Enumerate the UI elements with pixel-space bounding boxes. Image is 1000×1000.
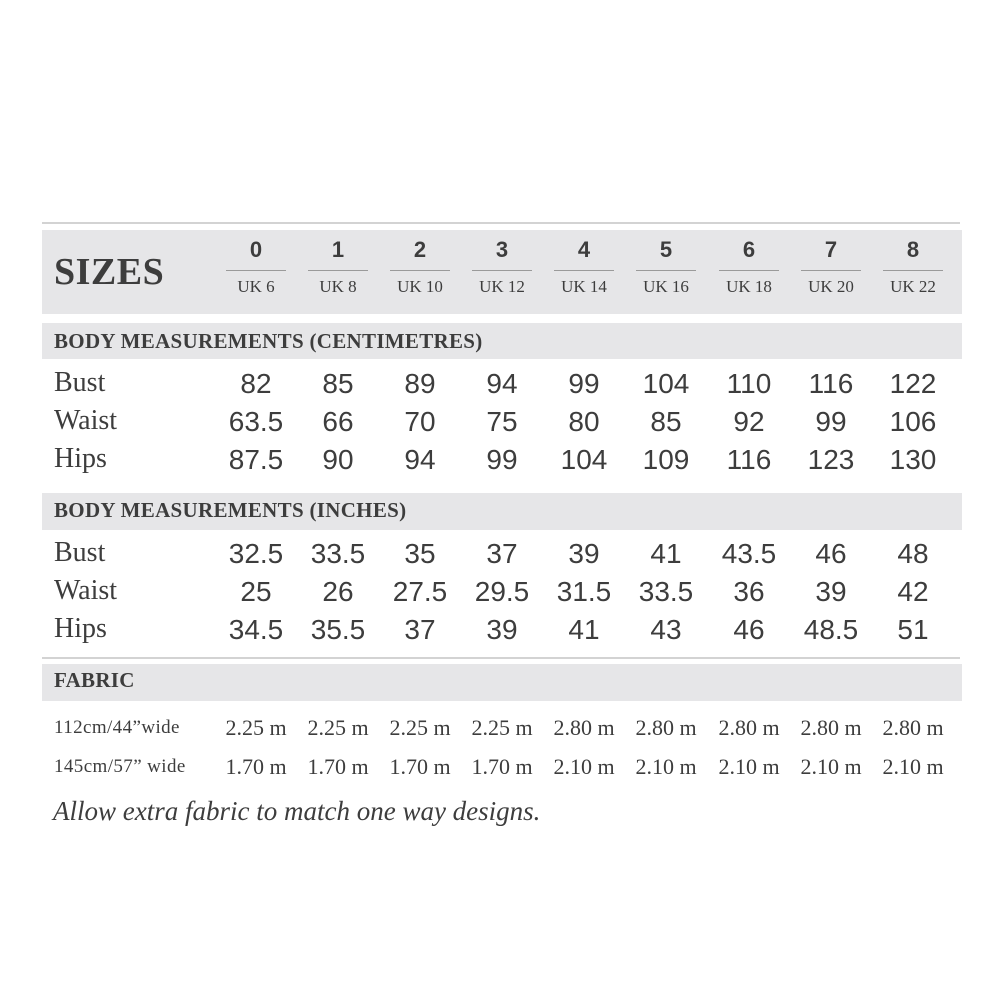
in-row-cell: 46 xyxy=(815,538,847,569)
cm-row-cell: 122 xyxy=(889,368,937,399)
cm-row-cell: 66 xyxy=(322,406,354,437)
in-row-cell: 33.5 xyxy=(310,538,366,569)
in-row-cell: 37 xyxy=(486,538,518,569)
size-divider xyxy=(226,270,286,271)
size-uk: UK 20 xyxy=(808,277,854,296)
size-uk: UK 16 xyxy=(643,277,689,296)
in-row-cell: 41 xyxy=(650,538,682,569)
in-row-cell: 36 xyxy=(733,576,765,607)
size-divider xyxy=(883,270,943,271)
cm-section-title: BODY MEASUREMENTS (CENTIMETRES) xyxy=(54,329,483,353)
fabric-row-cell: 2.10 m xyxy=(718,754,780,779)
in-row-cell: 32.5 xyxy=(228,538,284,569)
cm-row-cell: 87.5 xyxy=(228,444,284,475)
cm-row-cell: 104 xyxy=(560,444,608,475)
fabric-row-cell: 2.10 m xyxy=(553,754,615,779)
size-column-8 xyxy=(878,237,948,297)
size-divider xyxy=(554,270,614,271)
in-row-cell: 48.5 xyxy=(803,614,859,645)
in-row-cell: 43 xyxy=(650,614,682,645)
size-column-7 xyxy=(796,237,866,297)
size-divider xyxy=(472,270,532,271)
fabric-row-cell: 2.80 m xyxy=(718,715,780,740)
size-column-6 xyxy=(714,237,784,297)
cm-row-cell: 63.5 xyxy=(228,406,284,437)
cm-row-cell: 116 xyxy=(808,368,854,399)
inches-section-title: BODY MEASUREMENTS (INCHES) xyxy=(54,498,407,522)
in-row-cell: 41 xyxy=(568,614,600,645)
fabric-row-cell: 1.70 m xyxy=(225,754,287,779)
size-column-4 xyxy=(549,237,619,297)
size-divider xyxy=(308,270,368,271)
size-column-1 xyxy=(303,237,373,297)
cm-row-cell: 130 xyxy=(889,444,937,475)
in-row-cell: 31.5 xyxy=(556,576,612,607)
size-divider xyxy=(636,270,696,271)
size-divider xyxy=(719,270,779,271)
in-row-cell: 37 xyxy=(404,614,436,645)
cm-row-cell: 80 xyxy=(568,406,600,437)
in-row-label-0: Bust xyxy=(54,537,106,568)
cm-row-cell: 85 xyxy=(650,406,682,437)
cm-row-cell: 70 xyxy=(404,406,436,437)
fabric-rule xyxy=(42,657,960,659)
size-uk: UK 8 xyxy=(319,277,357,296)
size-number: 2 xyxy=(413,237,427,262)
in-row-cell: 39 xyxy=(568,538,600,569)
fabric-note: Allow extra fabric to match one way designs. xyxy=(53,796,541,826)
fabric-row-cell: 2.10 m xyxy=(635,754,697,779)
size-number: 3 xyxy=(495,237,509,262)
cm-row-cell: 99 xyxy=(486,444,518,475)
top-rule xyxy=(42,222,960,224)
cm-row-cell: 90 xyxy=(322,444,354,475)
fabric-row-cell: 2.80 m xyxy=(635,715,697,740)
in-row-cell: 29.5 xyxy=(474,576,530,607)
cm-row-cell: 109 xyxy=(642,444,690,475)
fabric-row-cell: 2.10 m xyxy=(882,754,944,779)
size-uk: UK 14 xyxy=(561,277,607,296)
cm-row-label-1: Waist xyxy=(54,405,118,436)
cm-row-cell: 85 xyxy=(322,368,354,399)
size-number: 6 xyxy=(742,237,756,262)
size-number: 4 xyxy=(577,237,591,262)
fabric-row-cell: 2.25 m xyxy=(307,715,369,740)
fabric-row-cell: 2.25 m xyxy=(389,715,451,740)
in-row-cell: 48 xyxy=(897,538,929,569)
in-row-label-2: Hips xyxy=(54,613,107,644)
in-row-cell: 39 xyxy=(815,576,847,607)
sizes-title: SIZES xyxy=(54,251,165,293)
fabric-row-cell: 2.25 m xyxy=(471,715,533,740)
cm-row-cell: 92 xyxy=(733,406,765,437)
cm-row-cell: 82 xyxy=(240,368,272,399)
in-row-cell: 27.5 xyxy=(392,576,448,607)
size-uk: UK 18 xyxy=(726,277,772,296)
cm-row-cell: 110 xyxy=(726,368,772,399)
cm-row-cell: 104 xyxy=(642,368,690,399)
cm-row-cell: 75 xyxy=(486,406,518,437)
fabric-row-cell: 2.10 m xyxy=(800,754,862,779)
in-row-cell: 35.5 xyxy=(310,614,366,645)
fabric-row-cell: 1.70 m xyxy=(307,754,369,779)
in-row-cell: 42 xyxy=(897,576,929,607)
size-uk: UK 10 xyxy=(397,277,443,296)
fabric-section-title: FABRIC xyxy=(54,668,135,692)
cm-row-cell: 99 xyxy=(815,406,847,437)
in-row-cell: 39 xyxy=(486,614,518,645)
cm-row-label-0: Bust xyxy=(54,367,106,398)
in-row-cell: 26 xyxy=(322,576,354,607)
size-divider xyxy=(801,270,861,271)
in-row-cell: 34.5 xyxy=(228,614,284,645)
size-uk: UK 12 xyxy=(479,277,525,296)
cm-row-cell: 94 xyxy=(404,444,436,475)
size-number: 7 xyxy=(824,237,838,262)
fabric-row-cell: 2.80 m xyxy=(882,715,944,740)
fabric-section-band xyxy=(42,664,962,701)
fabric-row-cell: 1.70 m xyxy=(389,754,451,779)
size-number: 1 xyxy=(331,237,345,262)
in-row-cell: 43.5 xyxy=(721,538,777,569)
fabric-row-cell: 1.70 m xyxy=(471,754,533,779)
fabric-row-cell: 2.25 m xyxy=(225,715,287,740)
cm-row-cell: 123 xyxy=(807,444,855,475)
in-row-cell: 46 xyxy=(733,614,765,645)
size-divider xyxy=(390,270,450,271)
size-number: 8 xyxy=(906,237,920,262)
cm-row-cell: 94 xyxy=(486,368,518,399)
in-row-cell: 51 xyxy=(897,614,929,645)
cm-row-label-2: Hips xyxy=(54,443,107,474)
in-row-cell: 25 xyxy=(240,576,272,607)
size-column-2 xyxy=(385,237,455,297)
size-uk: UK 6 xyxy=(237,277,275,296)
in-row-label-1: Waist xyxy=(54,575,118,606)
cm-row-cell: 106 xyxy=(889,406,937,437)
size-number: 0 xyxy=(249,237,263,262)
size-column-0 xyxy=(221,237,291,297)
size-uk: UK 22 xyxy=(890,277,936,296)
fabric-row-cell: 2.80 m xyxy=(553,715,615,740)
cm-row-cell: 89 xyxy=(404,368,436,399)
size-column-3 xyxy=(467,237,537,297)
in-row-cell: 35 xyxy=(404,538,436,569)
fabric-row-label-1: 145cm/57” wide xyxy=(54,756,186,777)
in-row-cell: 33.5 xyxy=(638,576,694,607)
fabric-row-label-0: 112cm/44”wide xyxy=(54,717,180,738)
size-number: 5 xyxy=(659,237,673,262)
size-column-5 xyxy=(631,237,701,297)
fabric-row-cell: 2.80 m xyxy=(800,715,862,740)
cm-row-cell: 99 xyxy=(568,368,600,399)
cm-row-cell: 116 xyxy=(726,444,772,475)
